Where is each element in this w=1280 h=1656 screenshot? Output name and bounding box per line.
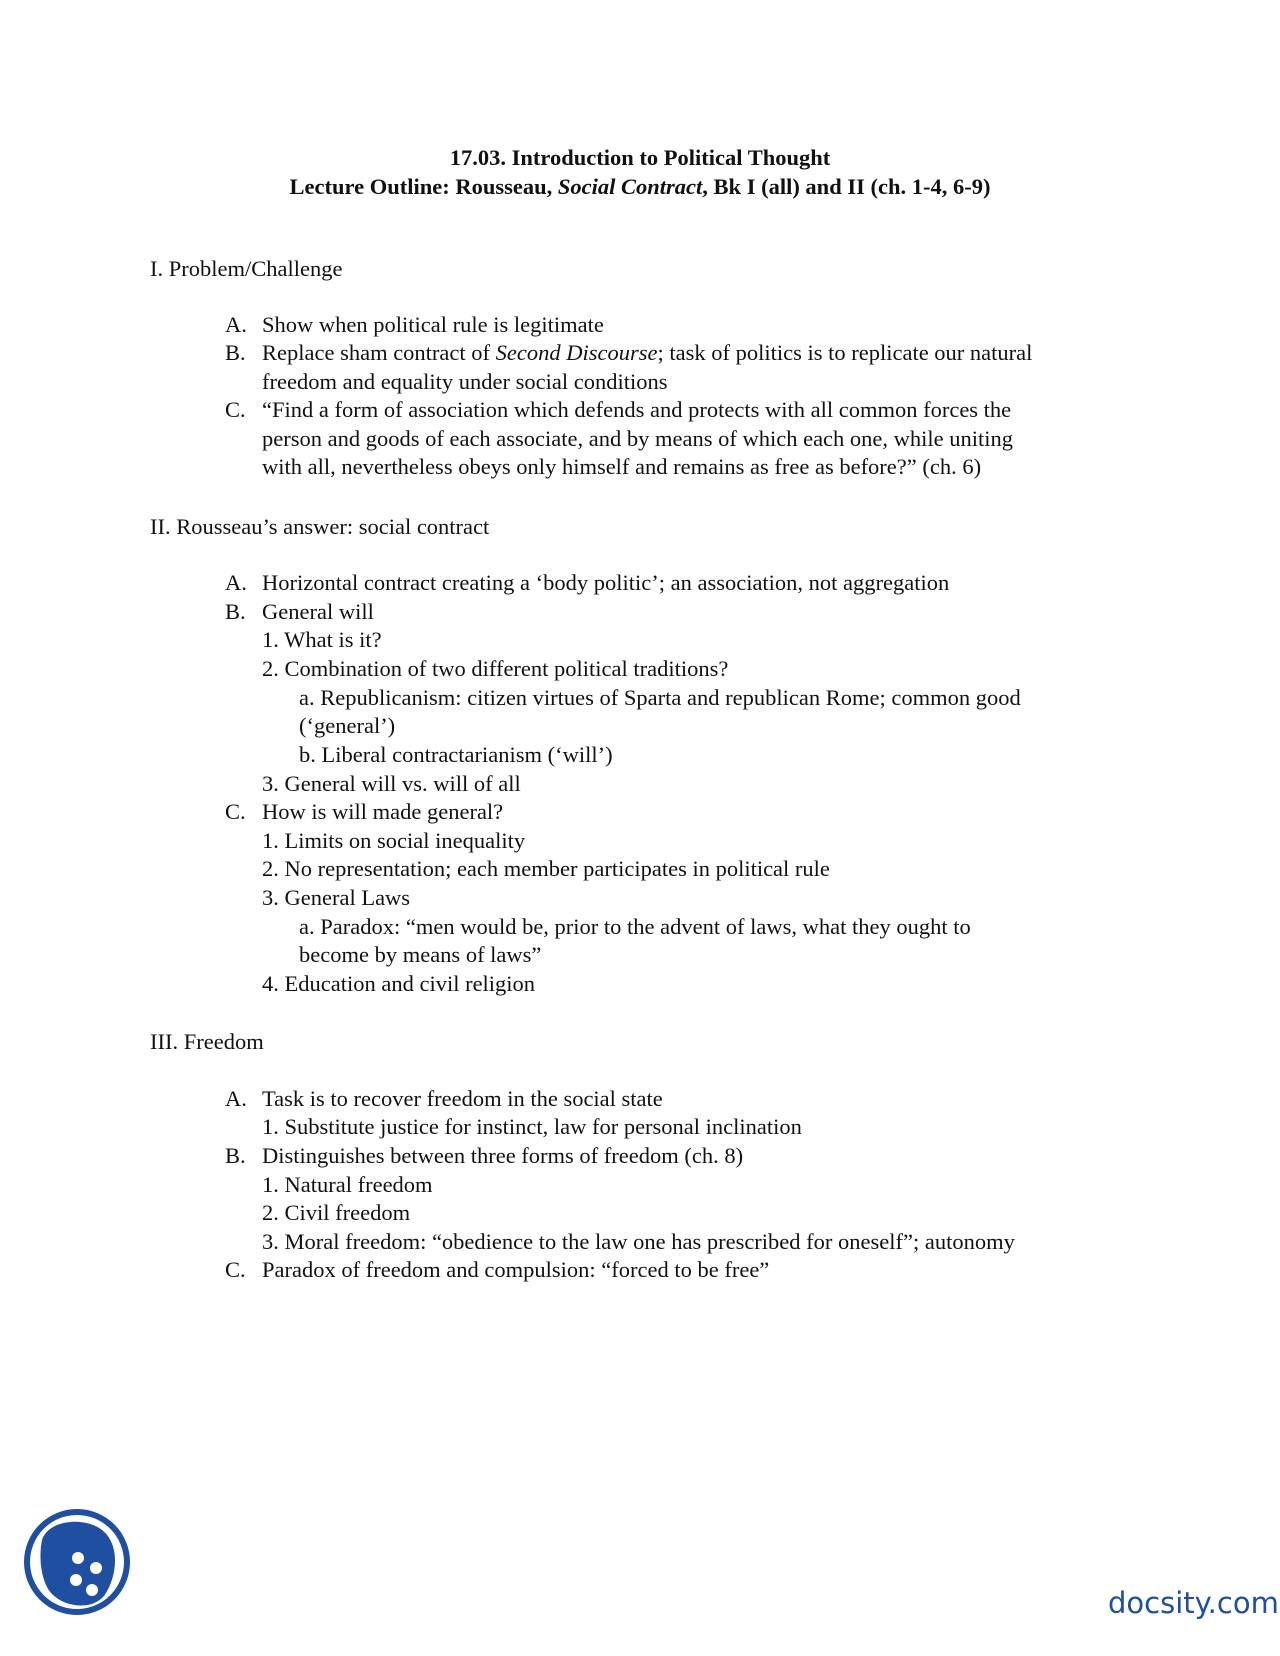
outline-subsubitem-continued: become by means of laws” bbox=[299, 942, 542, 967]
outline-subitem: 3. General Laws bbox=[262, 885, 411, 910]
outline-item: “Find a form of association which defends and protects with all common forces the bbox=[262, 397, 1012, 422]
outline-subsubitem: a. Paradox: “men would be, prior to the advent of laws, what they ought to bbox=[299, 914, 971, 939]
docsity-brand-text[interactable]: docsity.com bbox=[1108, 1586, 1279, 1620]
outline-item: How is will made general? bbox=[262, 799, 504, 824]
outline-subitem: 4. Education and civil religion bbox=[262, 971, 536, 996]
docsity-logo-icon bbox=[22, 1506, 132, 1618]
outline-subitem: 2. Combination of two different political traditions? bbox=[262, 656, 729, 681]
outline-suffix: , Bk I (all) and II (ch. 1-4, 6-9) bbox=[702, 174, 991, 199]
outline-subitem: 2. Civil freedom bbox=[262, 1200, 411, 1225]
outline-book-title: Social Contract bbox=[557, 174, 703, 199]
outline-item: Horizontal contract creating a ‘body politic’; an association, not aggregation bbox=[262, 570, 950, 595]
outline-item-continued: freedom and equality under social conditions bbox=[262, 369, 668, 394]
section-heading: I. Problem/Challenge bbox=[150, 256, 343, 281]
outline-subitem: 1. What is it? bbox=[262, 627, 382, 652]
item-marker: B. bbox=[225, 340, 246, 365]
outline-prefix: Lecture Outline: Rousseau, bbox=[289, 174, 558, 199]
outline-subitem: 3. General will vs. will of all bbox=[262, 771, 521, 796]
outline-item: Replace sham contract of Second Discourse; task of politics is to replicate our natural bbox=[262, 340, 1033, 365]
section-heading: II. Rousseau’s answer: social contract bbox=[150, 514, 490, 539]
outline-item: Task is to recover freedom in the social state bbox=[262, 1086, 663, 1111]
outline-subitem: 1. Limits on social inequality bbox=[262, 828, 526, 853]
course-title: 17.03. Introduction to Political Thought bbox=[449, 145, 831, 170]
outline-subitem: 3. Moral freedom: “obedience to the law one has prescribed for oneself”; autonomy bbox=[262, 1229, 1015, 1254]
item-marker: C. bbox=[225, 799, 246, 824]
item-marker: A. bbox=[225, 1086, 247, 1111]
outline-subitem: 1. Substitute justice for instinct, law for personal inclination bbox=[262, 1114, 802, 1139]
outline-item: Distinguishes between three forms of freedom (ch. 8) bbox=[262, 1143, 744, 1168]
item-marker: A. bbox=[225, 570, 247, 595]
outline-item: General will bbox=[262, 599, 374, 624]
item-marker: B. bbox=[225, 1143, 246, 1168]
item-marker: C. bbox=[225, 397, 246, 422]
outline-subsubitem: a. Republicanism: citizen virtues of Sparta and republican Rome; common good bbox=[299, 685, 1021, 710]
section-heading: III. Freedom bbox=[150, 1029, 264, 1054]
outline-subsubitem: b. Liberal contractarianism (‘will’) bbox=[299, 742, 613, 767]
outline-item-continued: person and goods of each associate, and by means of which each one, while uniting bbox=[262, 426, 1014, 451]
outline-subsubitem-continued: (‘general’) bbox=[299, 713, 396, 738]
item-marker: B. bbox=[225, 599, 246, 624]
cited-work-title: Second Discourse bbox=[495, 340, 658, 365]
lecture-outline-title bbox=[0, 172, 1280, 201]
outline-subitem: 1. Natural freedom bbox=[262, 1172, 433, 1197]
outline-item: Show when political rule is legitimate bbox=[262, 312, 604, 337]
item-marker: A. bbox=[225, 312, 247, 337]
item-marker: C. bbox=[225, 1257, 246, 1282]
outline-item: Paradox of freedom and compulsion: “forced to be free” bbox=[262, 1257, 770, 1282]
outline-item-continued: with all, nevertheless obeys only himself and remains as free as before?” (ch. 6) bbox=[262, 454, 982, 479]
outline-subitem: 2. No representation; each member participates in political rule bbox=[262, 856, 830, 881]
